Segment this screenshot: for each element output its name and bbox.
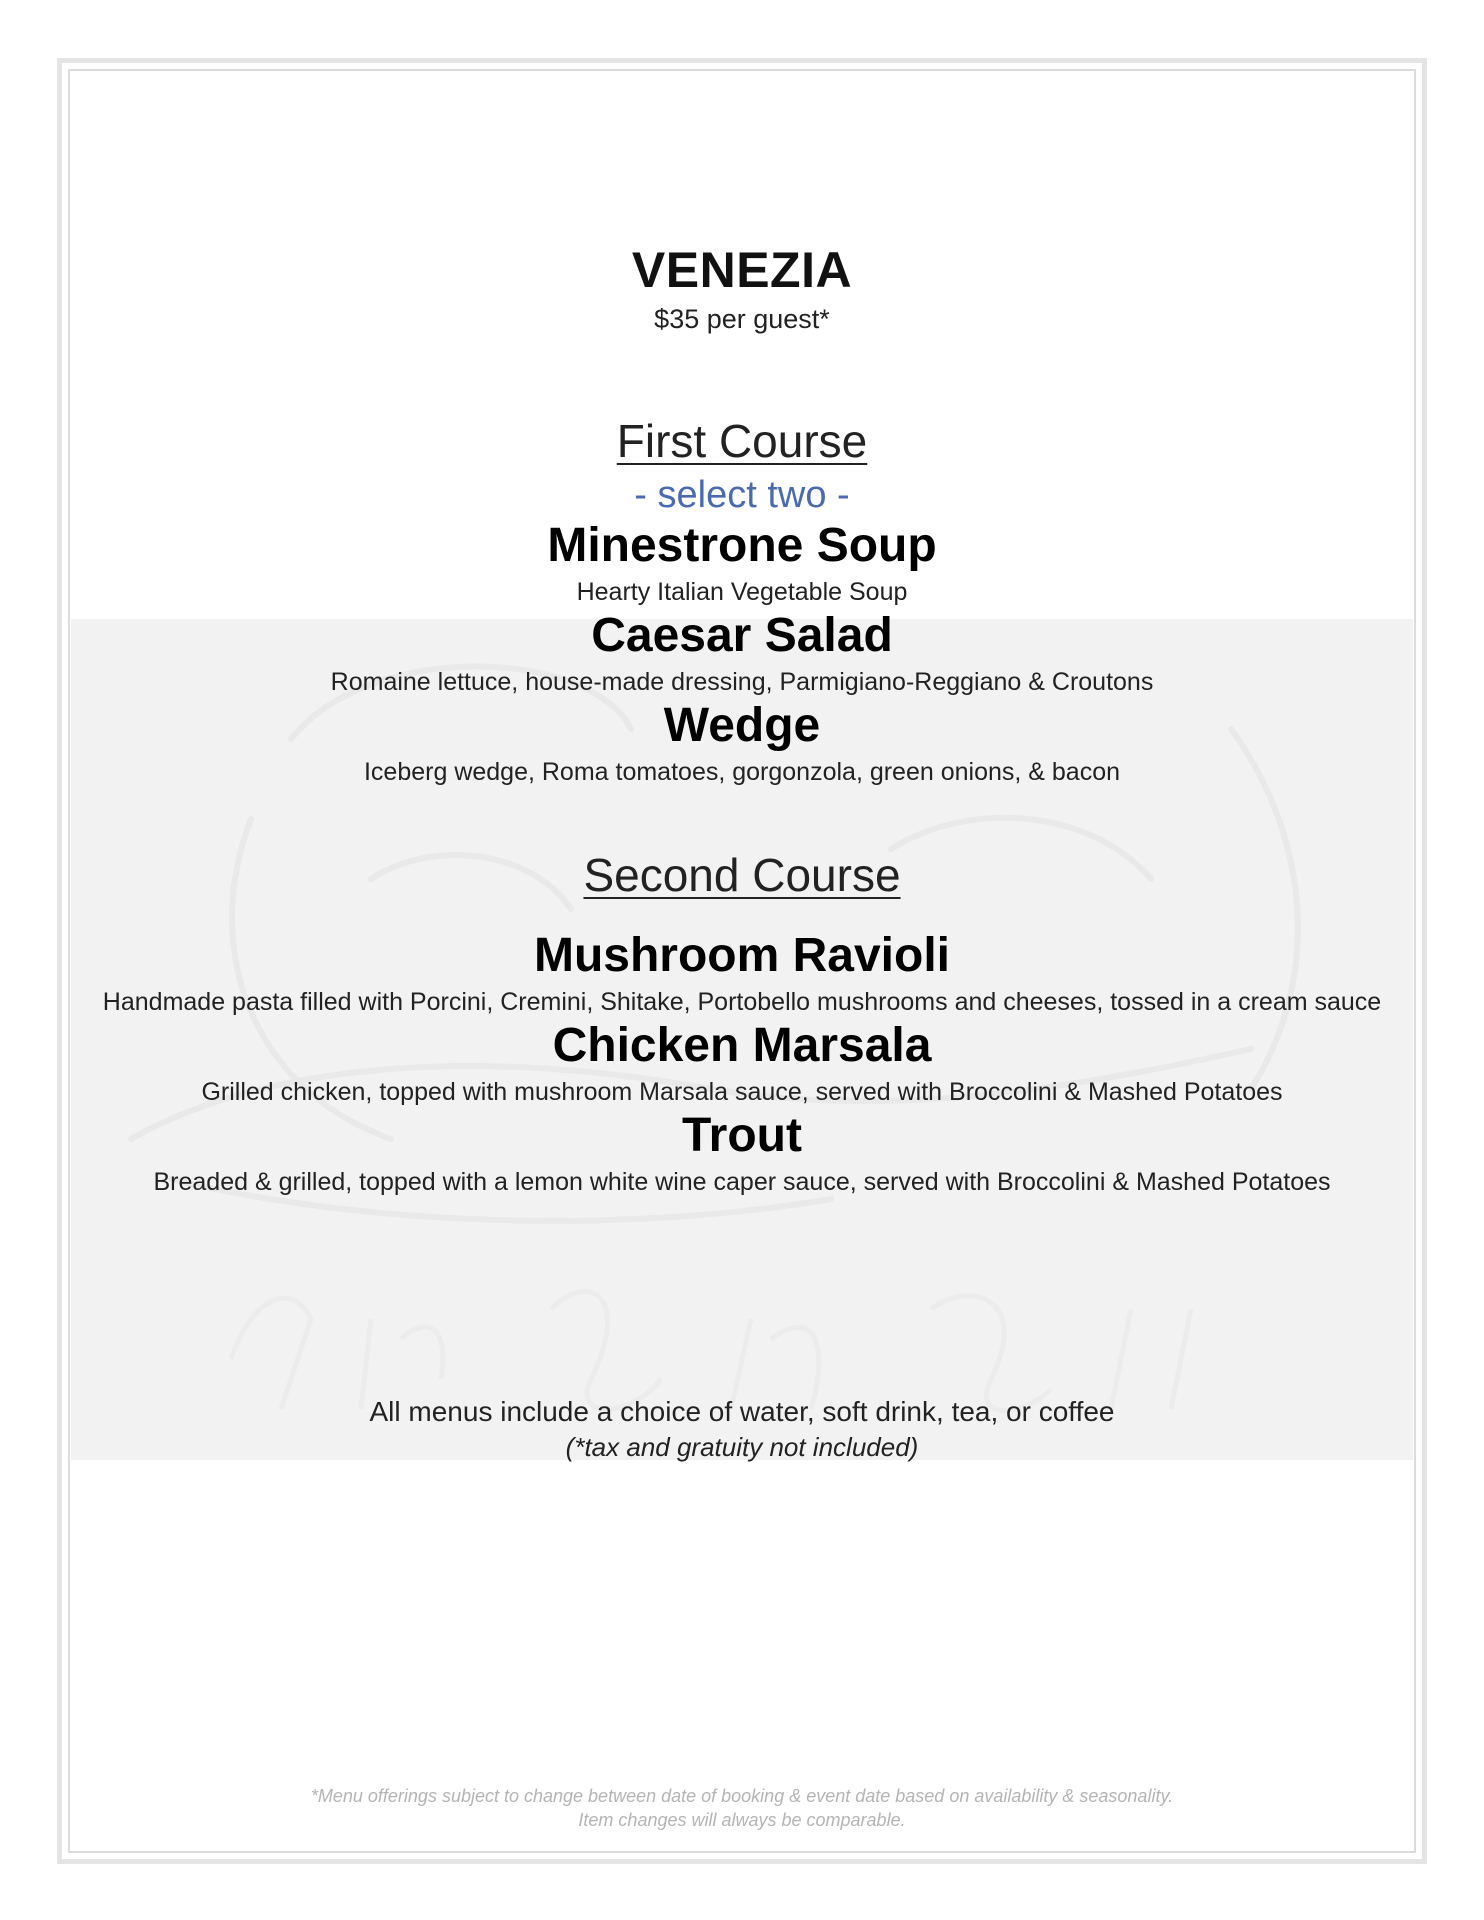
dish-description: Breaded & grilled, topped with a lemon white wine caper sauce, served with Broccolini & Mashed Potatoes [153,1168,1331,1196]
dish-name: Trout [682,1109,802,1162]
dish-description: Grilled chicken, topped with mushroom Marsala sauce, served with Broccolini & Mashed Potatoes [201,1078,1283,1106]
dish-description: Handmade pasta filled with Porcini, Cremini, Shitake, Portobello mushrooms and cheeses, tossed in a cream sauce [102,988,1382,1016]
dish-description: Hearty Italian Vegetable Soup [576,578,908,606]
dish-description: Romaine lettuce, house-made dressing, Parmigiano-Reggiano & Croutons [330,668,1154,696]
dish-name: Wedge [663,699,821,752]
dish-name: Minestrone Soup [547,519,937,572]
second-course-heading: Second Course [583,849,901,901]
dish-name: Mushroom Ravioli [533,929,951,982]
menu-price: $35 per guest* [654,304,830,334]
disclaimer-line: *Menu offerings subject to change between date of booking & event date based on availability & seasonality. [310,1786,1174,1806]
first-course-heading: First Course [616,415,868,467]
disclaimer-line: Item changes will always be comparable. [578,1810,906,1830]
dish-name: Chicken Marsala [552,1019,932,1072]
tax-note: (*tax and gratuity not included) [565,1432,919,1462]
menu-title: VENEZIA [631,242,853,298]
drinks-note: All menus include a choice of water, soft drink, tea, or coffee [369,1396,1115,1427]
dish-description: Iceberg wedge, Roma tomatoes, gorgonzola, green onions, & bacon [363,758,1121,786]
dish-name: Caesar Salad [591,609,893,662]
select-two-note: - select two - [634,474,850,516]
